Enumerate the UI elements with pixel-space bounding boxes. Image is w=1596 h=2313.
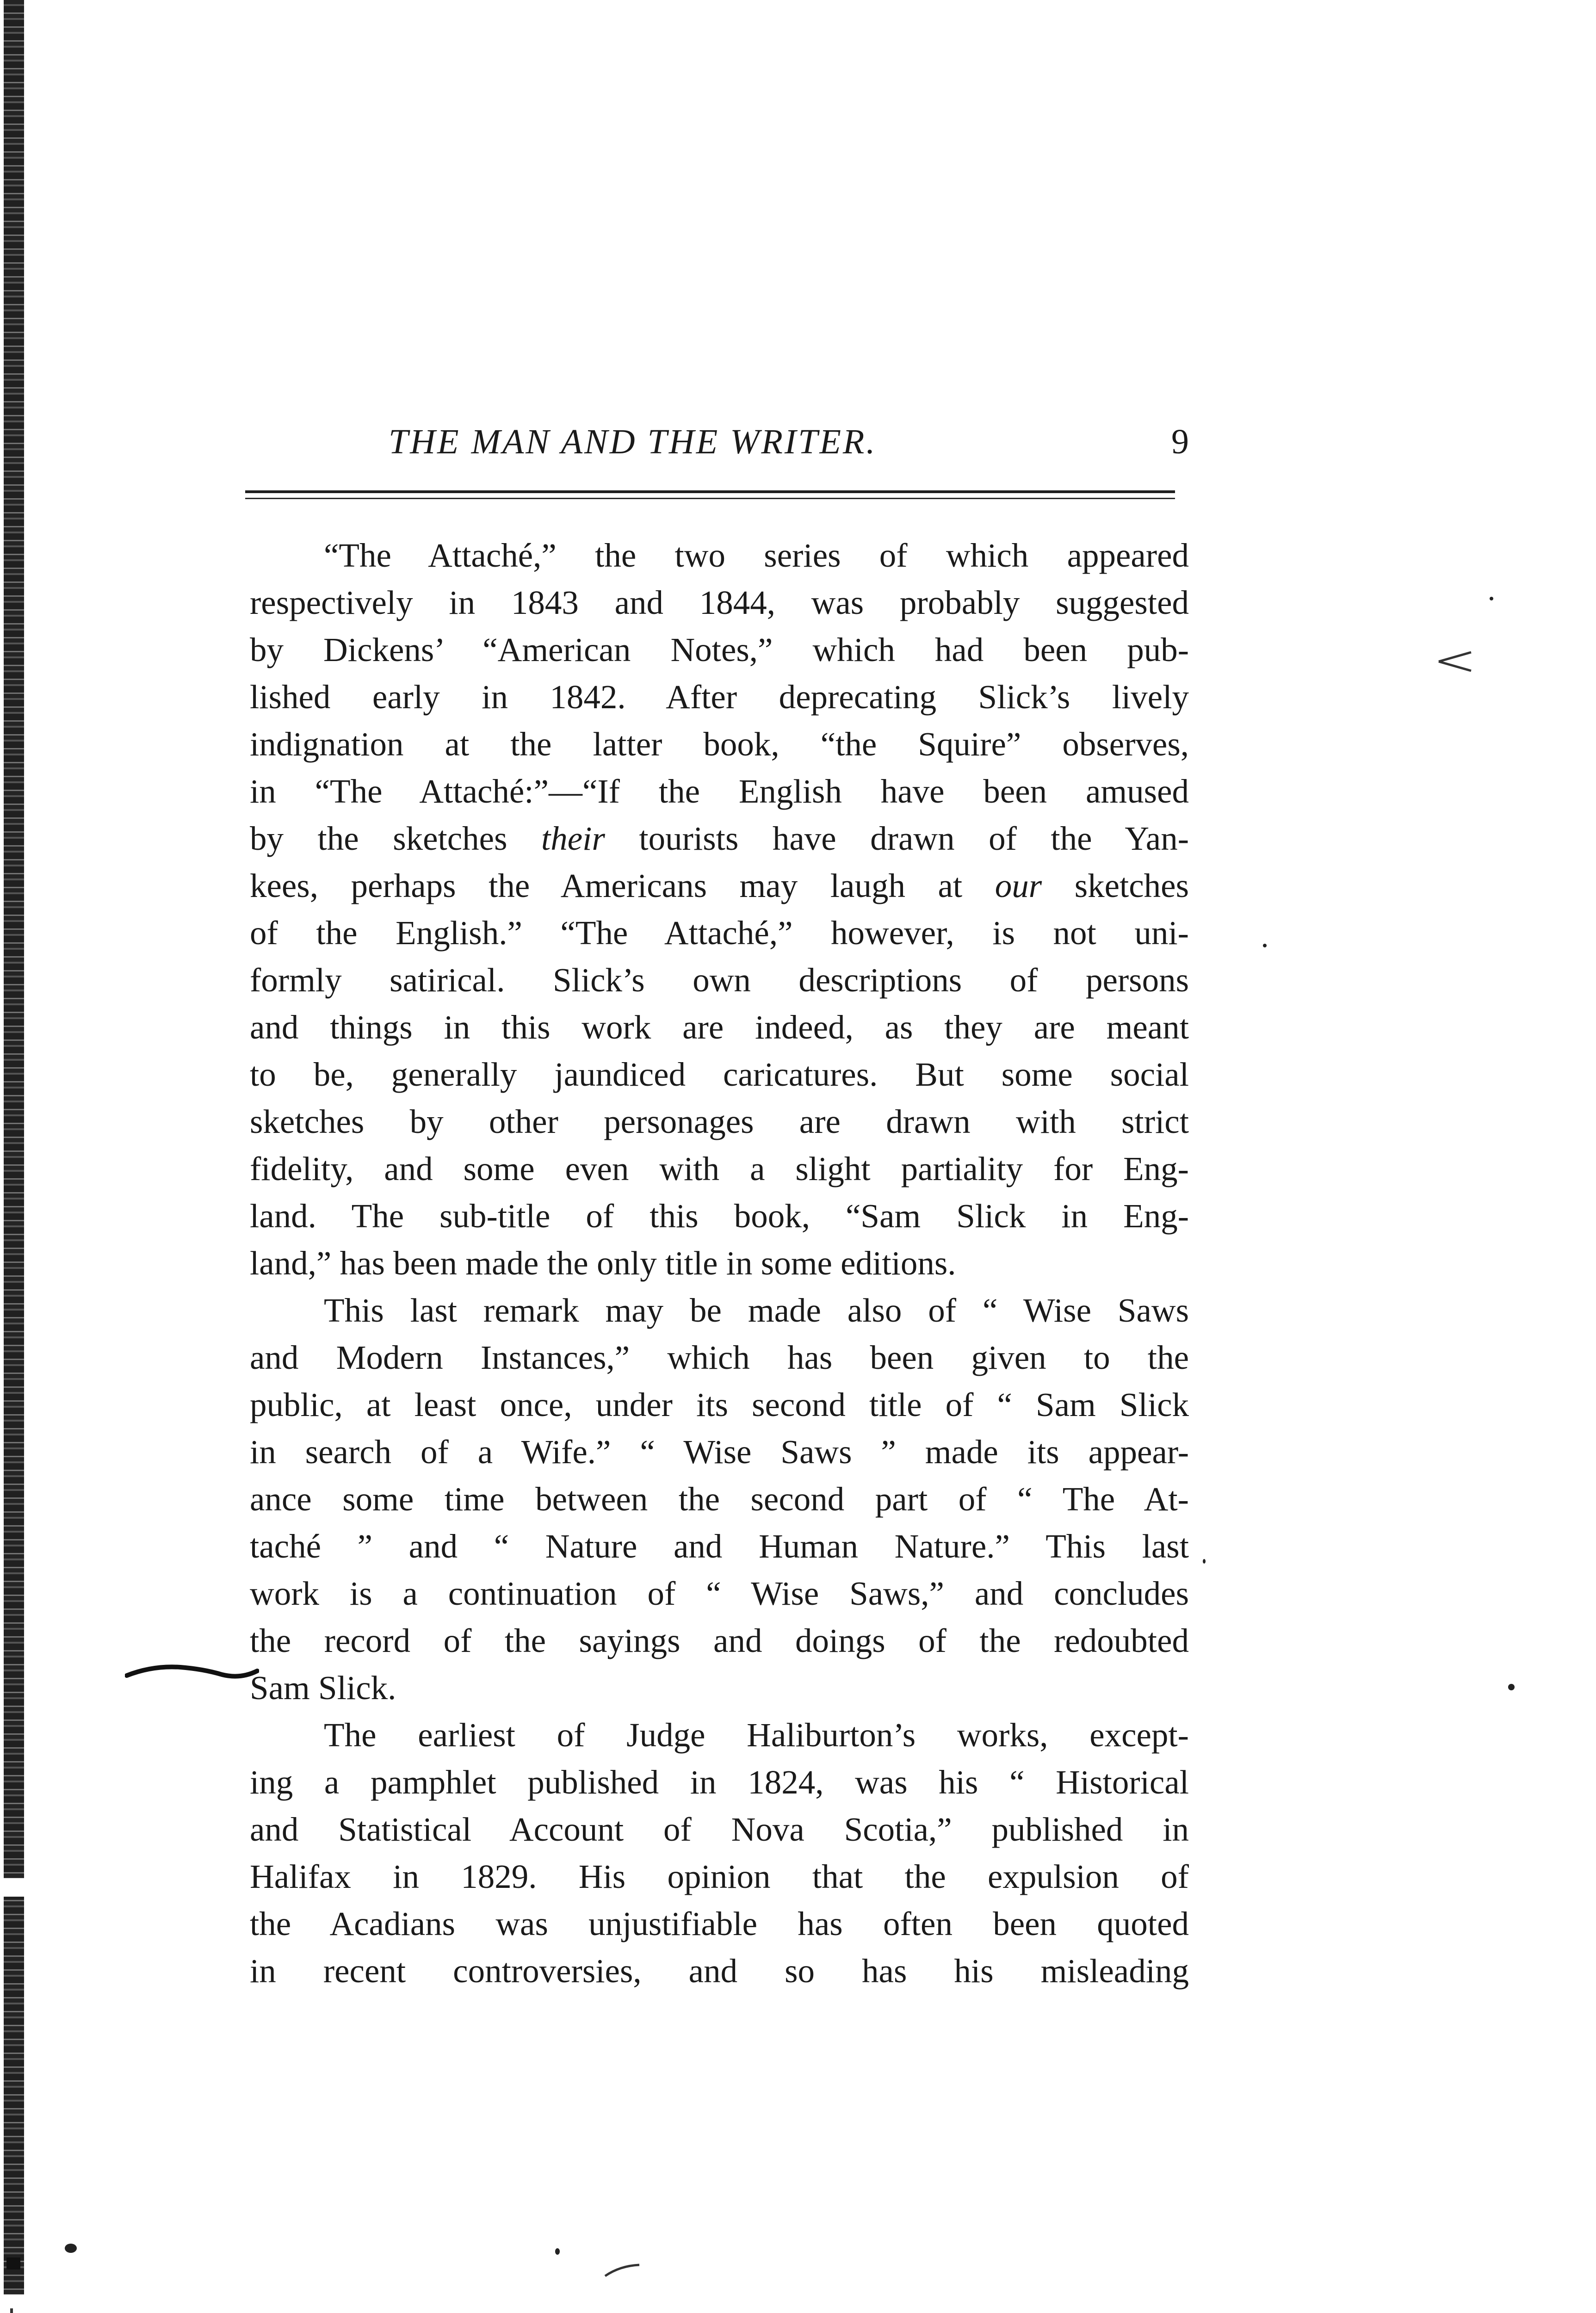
- binding-gap: [4, 1878, 24, 1897]
- text-line: to be, generally jaundiced caricatures. But some social: [250, 1056, 1189, 1093]
- header-rule-thin: [245, 498, 1175, 499]
- text-line: ing a pamphlet published in 1824, was his “ Historical: [250, 1763, 1189, 1801]
- body-text: [250, 532, 1189, 1995]
- text-line: and Modern Instances,” which has been given to the: [250, 1339, 1189, 1376]
- text-line: land. The sub-title of this book, “Sam Slick in Eng-: [250, 1197, 1189, 1235]
- emphasis: our: [995, 867, 1042, 904]
- text-line: lished early in 1842. After deprecating Slick’s lively: [250, 678, 1189, 716]
- text-line: “The Attaché,” the two series of which appeared: [324, 537, 1189, 574]
- scan-speck: [1490, 597, 1493, 600]
- text-line: and Statistical Account of Nova Scotia,” published in: [250, 1811, 1189, 1848]
- text-line: This last remark may be made also of “ Wise Saws: [324, 1292, 1189, 1329]
- binding-shadow: [4, 0, 24, 2294]
- text-line: of the English.” “The Attaché,” however, is not uni-: [250, 914, 1189, 952]
- page-number: 9: [1171, 422, 1189, 461]
- text-line: Halifax in 1829. His opinion that the expulsion of: [250, 1858, 1189, 1895]
- running-title: THE MAN AND THE WRITER.: [389, 422, 877, 461]
- scan-speck: [1263, 944, 1267, 947]
- header-rule: [245, 490, 1175, 493]
- text-line: Sam Slick.: [250, 1669, 396, 1707]
- text-line: fidelity, and some even with a slight partiality for Eng-: [250, 1150, 1189, 1187]
- scan-speck: [555, 2248, 560, 2255]
- text-line: the record of the sayings and doings of the redoubted: [250, 1622, 1189, 1659]
- ink-stroke: [601, 2262, 643, 2281]
- text-line: the Acadians was unjustifiable has often been quoted: [250, 1905, 1189, 1942]
- scan-speck: [65, 2244, 77, 2253]
- text-line: in recent controversies, and so has his misleading: [250, 1952, 1189, 1990]
- text-line: The earliest of Judge Haliburton’s works, except-: [324, 1716, 1189, 1754]
- scan-speck: [1508, 1684, 1515, 1690]
- text-line: land,” has been made the only title in some editions.: [250, 1244, 956, 1282]
- binding-line: [10, 2308, 13, 2313]
- text-line: formly satirical. Slick’s own descriptions of persons: [250, 961, 1189, 999]
- text-line: ance some time between the second part of “ The At-: [250, 1480, 1189, 1518]
- binding-gap: [4, 2294, 24, 2313]
- text-line: and things in this work are indeed, as they are meant: [250, 1008, 1189, 1046]
- text-line: sketches by other personages are drawn with strict: [250, 1103, 1189, 1140]
- text-line: by the sketches their tourists have drawn of the Yan-: [250, 820, 1189, 857]
- scan-speck: [1203, 1559, 1206, 1564]
- text-line: in search of a Wife.” “ Wise Saws ” made its appear-: [250, 1433, 1189, 1471]
- running-head: [250, 416, 1189, 467]
- text-line: in “The Attaché:”—“If the English have been amused: [250, 773, 1189, 810]
- text-line: work is a continuation of “ Wise Saws,” and concludes: [250, 1575, 1189, 1612]
- text-line: kees, perhaps the Americans may laugh at our sketches: [250, 867, 1189, 904]
- text-line: indignation at the latter book, “the Squire” observes,: [250, 725, 1189, 763]
- emphasis: their: [541, 820, 605, 857]
- text-line: taché ” and “ Nature and Human Nature.” This last: [250, 1528, 1189, 1565]
- text-line: by Dickens’ “American Notes,” which had been pub-: [250, 631, 1189, 668]
- pen-mark: [125, 1647, 259, 1684]
- text-line: public, at least once, under its second title of “ Sam Slick: [250, 1386, 1189, 1423]
- binding-dash: [6, 2257, 20, 2270]
- margin-mark: [1434, 648, 1476, 675]
- text-line: respectively in 1843 and 1844, was probably suggested: [250, 584, 1189, 621]
